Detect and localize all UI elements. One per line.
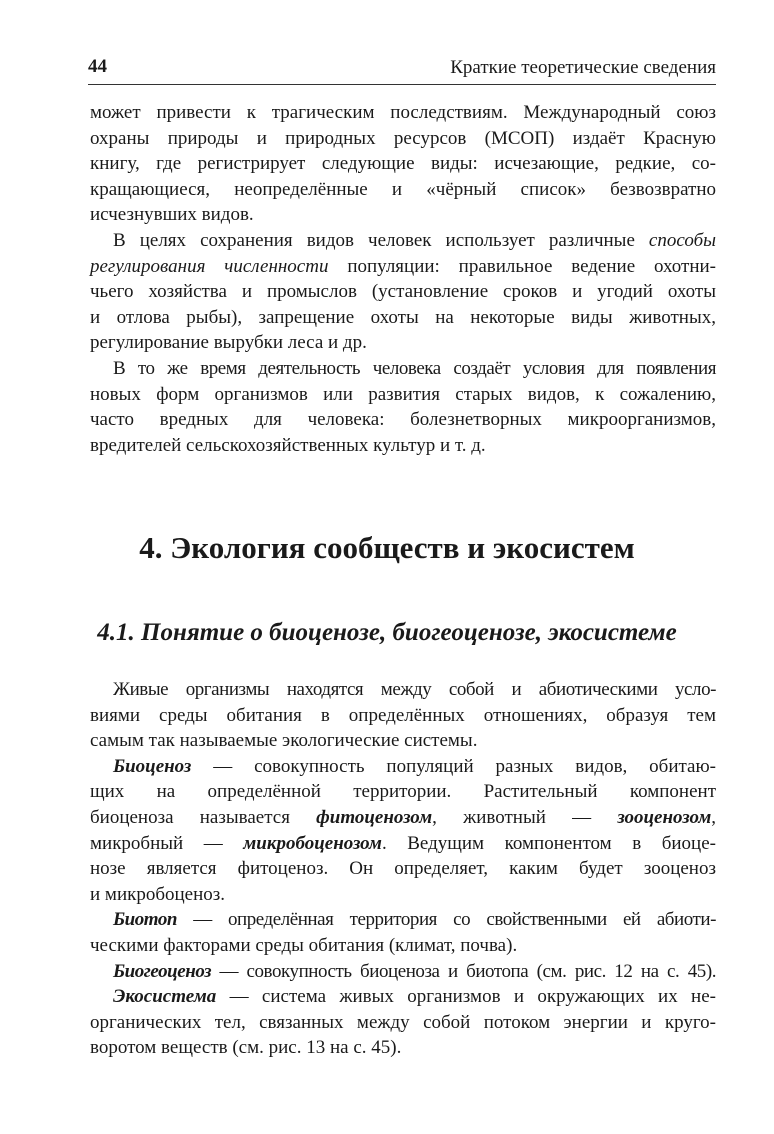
- text-line: [90, 100, 716, 126]
- text-run: нозе является фитоценоз. Он определяет, каким будет зооценоз: [90, 858, 716, 880]
- text-line: [90, 330, 716, 356]
- term: фитоценозом: [316, 806, 433, 828]
- text-run: — определённая территория со свойственными ей абиоти-: [177, 909, 716, 931]
- text-run: щих на определённой территории. Растительный компонент: [90, 781, 716, 803]
- text-run: кращающиеся, неопределённые и «чёрный список» безвозвратно: [90, 178, 716, 200]
- text-run: может привести к трагическим последствиям. Международный союз: [90, 102, 716, 123]
- text-run: . Ведущим компонентом в биоце-: [381, 832, 716, 854]
- text-line: [90, 407, 716, 433]
- text-run: ,: [711, 806, 716, 828]
- text-line: [90, 882, 716, 908]
- term: Биотоп: [113, 909, 178, 931]
- text-line: [90, 254, 716, 280]
- text-run: воротом веществ (см. рис. 13 на с. 45).: [90, 1037, 402, 1059]
- emphasis: способы: [648, 229, 716, 251]
- text-run: исчезнувших видов.: [90, 204, 254, 226]
- term: микробоценозом: [243, 832, 382, 854]
- running-title: Краткие теоретические сведения: [450, 57, 716, 78]
- term: Биоценоз: [113, 755, 192, 777]
- text-run: и отлова рыбы), запрещение охоты на некоторые виды животных,: [90, 306, 716, 328]
- text-run: — совокупность биоценоза и биотопа (см. рис. 12 на с. 45).: [211, 960, 716, 982]
- text-line: [90, 151, 716, 177]
- text-line: [90, 177, 716, 203]
- text-block-body: [90, 677, 716, 1061]
- text-run: микробный —: [90, 832, 244, 854]
- text-run: В то же время деятельность человека создаёт условия для появления: [113, 357, 716, 379]
- text-line: [90, 279, 716, 305]
- text-line: [90, 933, 716, 959]
- text-line: [90, 126, 716, 152]
- text-line: [90, 907, 716, 933]
- text-run: и микробоценоз.: [90, 883, 226, 905]
- page-number: 44: [88, 56, 107, 77]
- emphasis: регулирования численности: [90, 255, 329, 277]
- text-run: книгу, где регистрирует следующие виды: исчезающие, редкие, со-: [90, 153, 716, 175]
- text-line: [90, 779, 716, 805]
- text-run: органических тел, связанных между собой потоком энергии и круго-: [90, 1011, 716, 1033]
- text-line: [90, 202, 716, 228]
- text-run: чьего хозяйства и промыслов (установление сроков и угодий охоты: [90, 281, 716, 303]
- text-run: вредителей сельскохозяйственных культур и т. д.: [90, 434, 486, 456]
- text-run: ческими факторами среды обитания (климат, почва).: [90, 934, 518, 956]
- text-run: популяции: правильное ведение охотни-: [328, 255, 716, 277]
- text-line: [90, 677, 716, 703]
- text-line: [90, 728, 716, 754]
- text-line: [90, 1010, 716, 1036]
- section-title: 4.1. Понятие о биоценозе, биогеоценозе, экосистеме: [97, 619, 677, 646]
- text-run: В целях сохранения видов человек использует различные: [113, 229, 649, 251]
- term: Биогеоценоз: [113, 960, 212, 982]
- text-line: [90, 856, 716, 882]
- text-run: Живые организмы находятся между собой и абиотическими усло-: [113, 679, 716, 700]
- text-block-top: [90, 100, 716, 458]
- text-line: [90, 959, 716, 985]
- text-run: — система живых организмов и окружающих их не-: [216, 986, 716, 1008]
- text-run: часто вредных для человека: болезнетворных микроорганизмов,: [90, 409, 716, 431]
- text-run: — совокупность популяций разных видов, обитаю-: [191, 755, 716, 777]
- text-run: виями среды обитания в определённых отношениях, образуя тем: [90, 704, 716, 726]
- text-line: [90, 754, 716, 780]
- text-run: , животный —: [432, 806, 618, 828]
- text-line: [90, 433, 716, 459]
- header-rule: [88, 84, 716, 85]
- text-line: [90, 228, 716, 254]
- text-line: [90, 356, 716, 382]
- text-run: новых форм организмов или развития старых видов, к сожалению,: [90, 383, 716, 405]
- text-run: биоценоза называется: [90, 806, 317, 828]
- text-run: охраны природы и природных ресурсов (МСОП) издаёт Красную: [90, 127, 716, 149]
- text-line: [90, 703, 716, 729]
- term: Экосистема: [113, 986, 217, 1008]
- text-run: регулирование вырубки леса и др.: [90, 332, 367, 354]
- text-line: [90, 831, 716, 857]
- text-line: [90, 805, 716, 831]
- text-line: [90, 382, 716, 408]
- text-line: [90, 1035, 716, 1061]
- text-line: [90, 305, 716, 331]
- text-run: самым так называемые экологические системы.: [90, 730, 478, 752]
- term: зооценозом: [617, 806, 712, 828]
- text-line: [90, 984, 716, 1010]
- chapter-title: 4. Экология сообществ и экосистем: [139, 530, 635, 565]
